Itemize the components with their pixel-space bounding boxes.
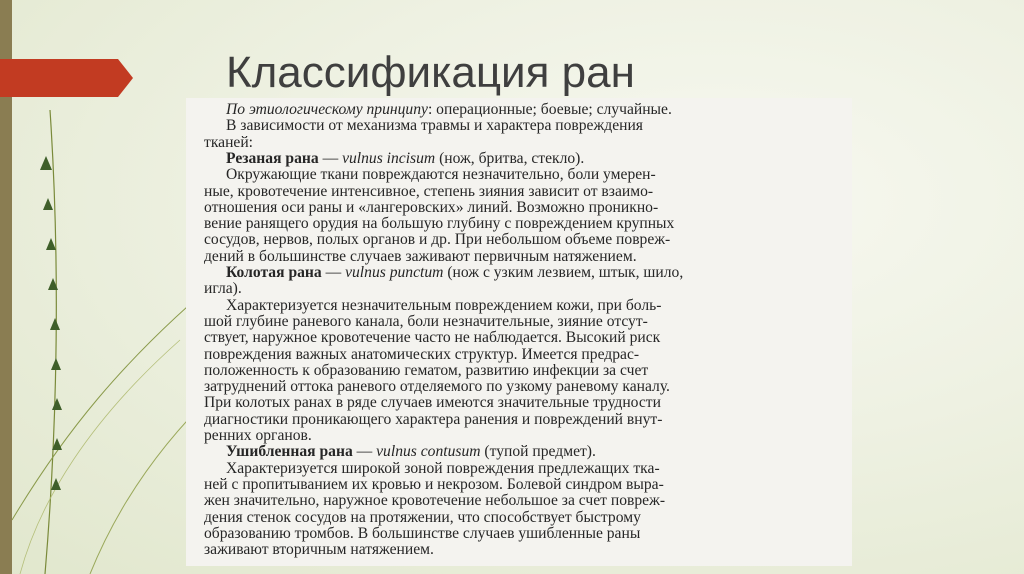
text-line [204, 411, 832, 429]
text-segment: диагностики проникающего характера ранения и повреждений внут- [204, 410, 663, 428]
title-accent-arrow [0, 59, 133, 97]
text-segment: vulnus punctum [345, 264, 444, 281]
text-segment: жен значительно, наружное кровотечение небольшое за счет повреж- [204, 492, 666, 510]
text-segment: Характеризуется широкой зоной повреждения предлежащих тка- [226, 459, 660, 477]
text-segment: Колотая рана [226, 264, 322, 281]
text-segment: игла). [204, 280, 242, 298]
text-line [226, 101, 832, 119]
text-line [204, 231, 832, 249]
text-segment: — [352, 443, 377, 461]
text-line [204, 378, 832, 396]
text-segment: (нож с узким лезвием, штык, шило, [443, 264, 684, 281]
text-line [204, 541, 832, 559]
text-segment: шой глубине раневого канала, боли незначительные, зияние отсут- [204, 312, 648, 330]
text-line [226, 460, 832, 478]
text-segment: образованию тромбов. В большинстве случаев ушибленные раны [204, 524, 641, 542]
text-line [204, 329, 832, 347]
text-segment: Ушибленная рана [226, 443, 353, 461]
accent-arrow-shape [0, 59, 133, 97]
text-segment: Резаная рана [226, 149, 319, 167]
text-line [204, 313, 832, 331]
text-segment: vulnus incisum [342, 149, 436, 167]
text-line [204, 476, 832, 494]
text-line [226, 150, 832, 168]
text-segment: ствует, наружное кровотечение часто не наблюдается. Высокий риск [204, 329, 661, 347]
text-segment: (нож, бритва, стекло). [435, 149, 585, 167]
text-line [204, 394, 832, 412]
text-segment: : операционные; боевые; случайные. [427, 101, 672, 118]
text-segment: затруднений оттока раневого отделяемого по узкому раневому каналу. [204, 378, 670, 396]
text-segment: Характеризуется незначительным повреждением кожи, при боль- [226, 296, 662, 314]
text-segment: положенность к образованию гематом, развитию инфекции за счет [204, 361, 649, 379]
text-line [204, 199, 832, 217]
text-segment: (тупой предмет). [480, 443, 596, 461]
text-segment: В зависимости от механизма травмы и характера повреждения [226, 117, 643, 135]
text-segment: ренних органов. [204, 427, 312, 444]
text-segment: — [318, 149, 343, 167]
text-line [204, 215, 832, 233]
text-segment: отношения оси раны и «лангеровских» линий. Возможно проникно- [204, 198, 659, 216]
text-line [204, 525, 832, 543]
text-line [204, 280, 832, 298]
text-segment: По этиологическому принципу [226, 101, 428, 118]
text-segment: — [321, 264, 346, 281]
text-line [226, 297, 832, 315]
text-segment: ней с пропитыванием их кровью и некрозом. Болевой синдром выра- [204, 475, 664, 493]
text-line [226, 166, 832, 184]
text-segment: повреждения важных анатомических структур. Имеется предрас- [204, 345, 640, 363]
scanned-text-document [186, 98, 852, 566]
text-segment: ные, кровотечение интенсивное, степень зияния зависит от взаимо- [204, 182, 654, 200]
slide-title: Классификация ран [226, 48, 635, 97]
text-segment: Окружающие ткани повреждаются незначительно, боли умерен- [226, 166, 656, 184]
text-line [226, 117, 832, 135]
text-segment: сосудов, нервов, полых органов и др. При небольшом объеме повреж- [204, 231, 671, 249]
text-segment: vulnus contusum [376, 443, 481, 461]
text-line [204, 362, 832, 380]
text-line [226, 264, 832, 282]
text-segment: вение ранящего орудия на большую глубину с повреждением крупных [204, 215, 675, 233]
text-line [226, 443, 832, 461]
text-line [204, 427, 832, 445]
text-segment: дений в большинстве случаев заживают первичным натяжением. [204, 247, 637, 265]
text-segment: При колотых ранах в ряде случаев имеются значительные трудности [204, 394, 661, 412]
text-line [204, 134, 832, 152]
text-line [204, 346, 832, 364]
text-segment: тканей: [204, 133, 254, 151]
text-line [204, 492, 832, 510]
text-line [204, 509, 832, 527]
text-line [204, 183, 832, 201]
text-line [204, 248, 832, 266]
text-segment: заживают вторичным натяжением. [204, 541, 434, 559]
text-segment: дения стенок сосудов на протяжении, что способствует быстрому [204, 508, 641, 526]
